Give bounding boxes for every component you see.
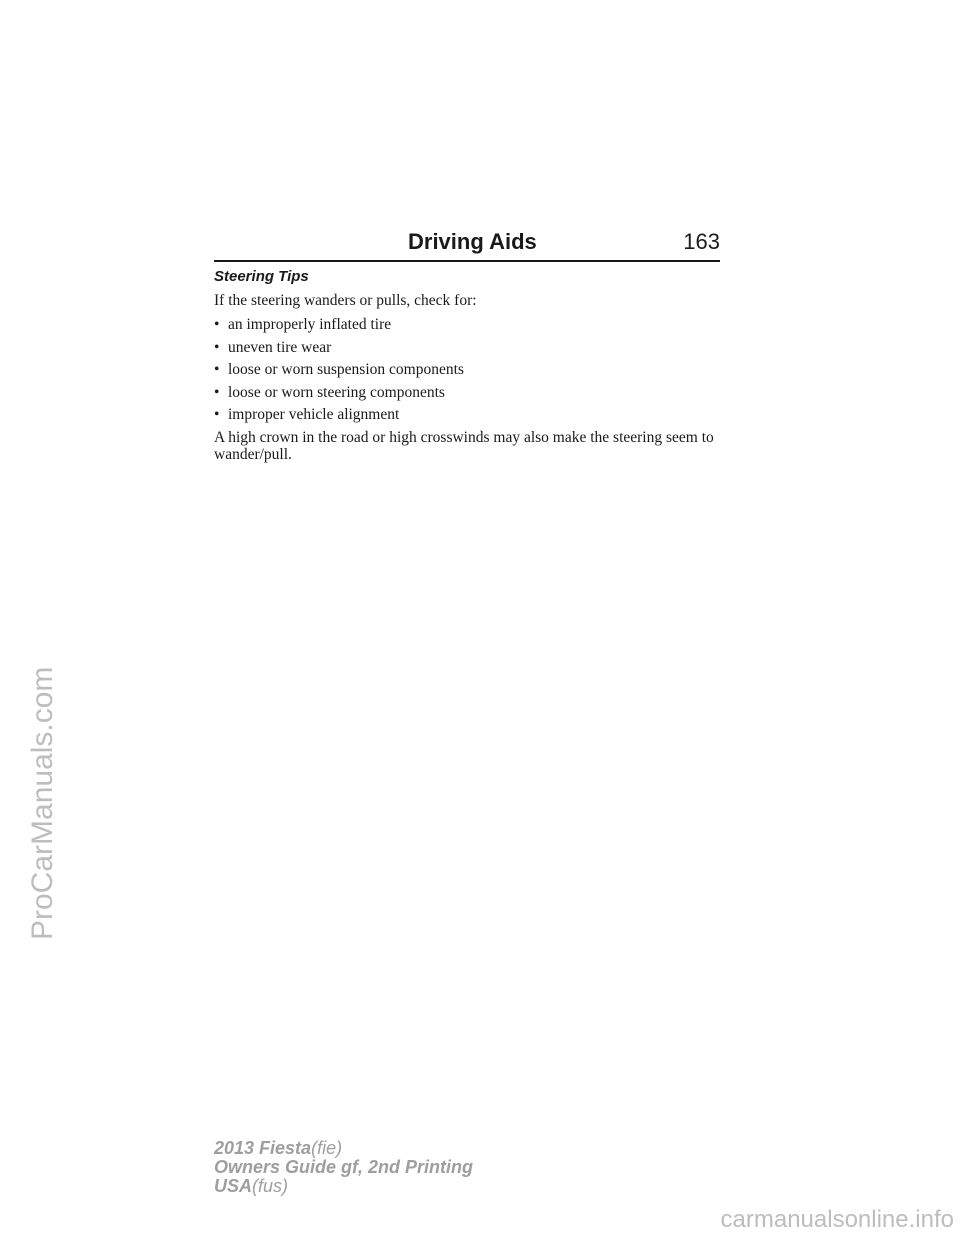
page-number: 163 [683,229,720,254]
list-item [214,406,724,424]
list-item [214,361,724,379]
footer-market-code: (fus) [252,1176,289,1196]
list-item-text: an improperly inflated tire [228,316,392,333]
bottom-watermark: carmanualsonline.info [720,1206,954,1233]
footer-line-model [214,1139,473,1158]
footer-model: 2013 Fiesta [214,1138,312,1158]
section-title: Steering Tips [214,268,309,285]
bullet-icon: • [214,338,220,356]
bullet-icon: • [214,406,220,423]
side-watermark: ProCarManuals.com [26,666,59,940]
bullet-icon: • [214,383,220,401]
footer-line-market [214,1177,473,1196]
bullet-icon: • [214,316,220,333]
intro-paragraph: If the steering wanders or pulls, check for: [214,292,477,309]
page-header [214,228,720,262]
list-item [214,316,724,334]
footer-model-code: (fie) [311,1138,343,1158]
list-item-text: improper vehicle alignment [228,406,400,423]
footer-market: USA [214,1176,253,1196]
page-content [214,266,724,463]
closing-paragraph: A high crown in the road or high crosswinds may also make the steering seem to wander/pull. [214,428,714,463]
chapter-title: Driving Aids [408,229,537,254]
check-list [214,316,724,424]
bullet-icon: • [214,361,220,378]
list-item [214,384,724,402]
list-item-text: loose or worn suspension components [228,361,464,378]
footer-line-guide: Owners Guide gf, 2nd Printing [214,1157,474,1177]
list-item [214,339,724,357]
list-item-text: uneven tire wear [228,338,332,356]
page-footer [214,1139,473,1196]
list-item-text: loose or worn steering components [228,383,445,401]
